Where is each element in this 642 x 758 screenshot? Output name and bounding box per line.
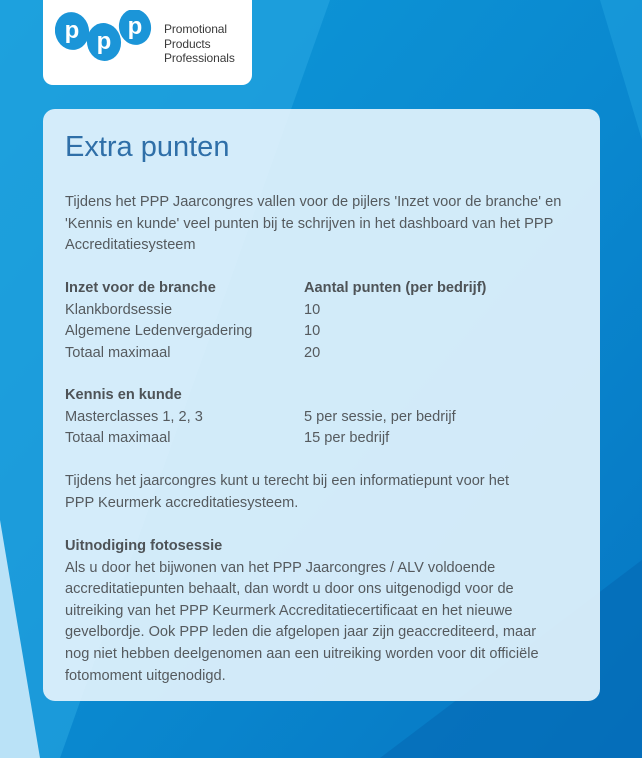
row-label: Totaal maximaal — [65, 344, 171, 361]
row-label: Algemene Ledenvergadering — [65, 323, 253, 340]
info-paragraph: Tijdens het jaarcongres kunt u terecht bij een informatiepunt voor het PPP Keurmerk accreditatiesysteem. — [65, 473, 510, 511]
invite-section — [65, 536, 570, 687]
table-header-row — [65, 385, 580, 407]
page-title: Extra punten — [65, 131, 230, 163]
header-points: Aantal punten (per bedrijf) — [304, 280, 487, 296]
row-value: 10 — [304, 301, 321, 318]
logo-letter-2: p — [96, 28, 112, 55]
invite-heading: Uitnodiging fotosessie — [65, 538, 223, 554]
ppp-logo — [43, 0, 252, 85]
row-value: 20 — [304, 344, 321, 361]
logo-letter-3: p — [127, 13, 143, 40]
header-pillar: Inzet voor de branche — [65, 280, 216, 296]
row-label: Totaal maximaal — [65, 430, 171, 447]
table-row — [65, 321, 580, 343]
logo-letter-1: p — [64, 17, 80, 44]
logo-line-3: Professionals — [164, 51, 235, 65]
table-row — [65, 300, 580, 322]
ppp-logo-mark — [55, 10, 159, 80]
row-value: 5 per sessie, per bedrijf — [304, 408, 456, 425]
row-label: Klankbordsessie — [65, 301, 173, 318]
points-table-branche — [65, 278, 580, 364]
row-value: 10 — [304, 323, 321, 340]
table-row — [65, 407, 580, 429]
content-panel — [43, 109, 600, 701]
logo-wordmark — [164, 22, 235, 66]
logo-line-2: Products — [164, 36, 211, 51]
row-value: 15 per bedrijf — [304, 430, 390, 447]
intro-paragraph: Tijdens het PPP Jaarcongres vallen voor de pijlers 'Inzet voor de branche' en 'Kennis en kunde' veel punten bij te schrijven in het dashboard van het PPP Accreditatiesysteem — [65, 194, 562, 254]
header-pillar: Kennis en kunde — [65, 387, 182, 403]
table-row — [65, 428, 580, 450]
invite-text: Als u door het bijwonen van het PPP Jaarcongres / ALV voldoende accreditatiepunten behaalt, dan wordt u door ons uitgenodigd voor de uitreiking van het PPP Keurmerk Accreditatiecertificaat en het nieuwe gevelbordje. Ook PPP leden die afgelopen jaar zijn geaccrediteerd, maar nog niet hebben deelgenomen aan een uitreiking worden voor dit officiële fotomoment uitgenodigd. — [65, 559, 539, 684]
table-header-row — [65, 278, 580, 300]
points-table-kennis — [65, 385, 580, 450]
row-label: Masterclasses 1, 2, 3 — [65, 408, 203, 425]
logo-line-1: Promotional — [164, 22, 227, 36]
table-row — [65, 343, 580, 365]
